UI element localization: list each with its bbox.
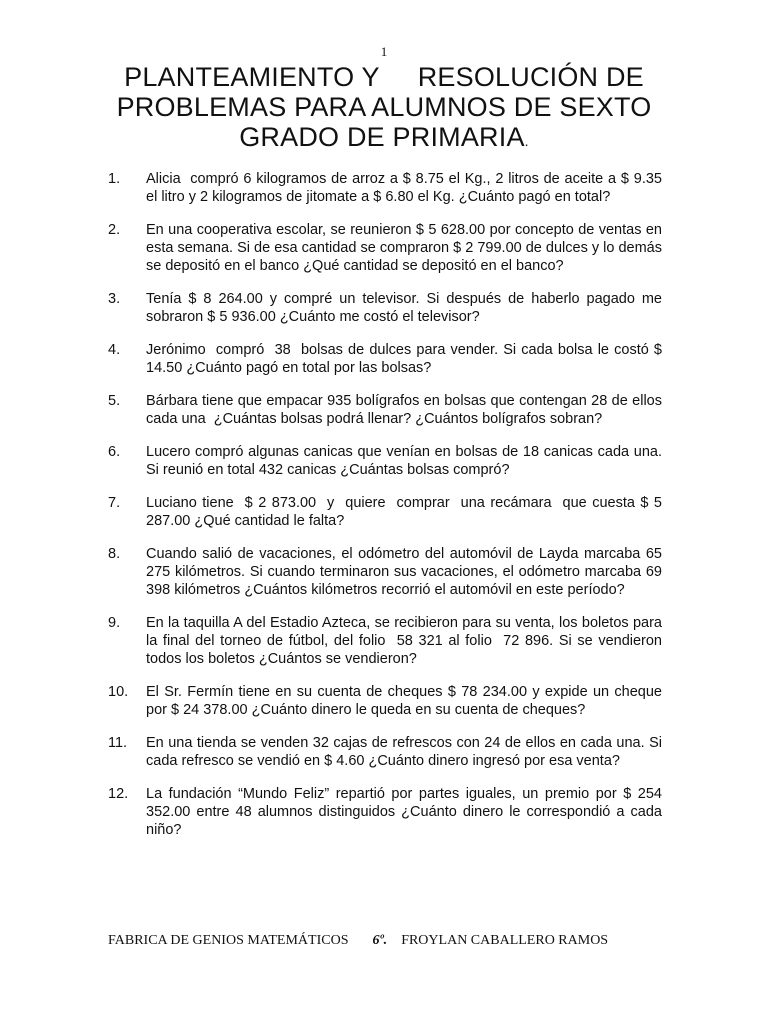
footer-series-name: FABRICA DE GENIOS MATEMÁTICOS bbox=[108, 933, 349, 948]
problem-number: 9. bbox=[108, 615, 121, 631]
problem-text: Bárbara tiene que empacar 935 bolígrafos en bolsas que contengan 28 de ellos cada una ¿Cuántas bolsas podrá llenar? ¿Cuántos bolígrafos sobran? bbox=[146, 393, 667, 427]
document-title bbox=[90, 62, 678, 156]
problem-number: 12. bbox=[108, 786, 129, 802]
problem-item bbox=[0, 734, 768, 770]
page-number: 1 bbox=[380, 44, 388, 59]
problem-number: 6. bbox=[108, 444, 121, 460]
problem-number: 8. bbox=[108, 546, 121, 562]
problem-text: La fundación “Mundo Feliz” repartió por partes iguales, un premio por $ 254 352.00 entre 48 alumnos distinguidos ¿Cuánto dinero le correspondió a cada niño? bbox=[146, 786, 667, 838]
footer-author: FROYLAN CABALLERO RAMOS bbox=[401, 933, 609, 948]
problem-number: 2. bbox=[108, 222, 121, 238]
title-line-2: PROBLEMAS PARA ALUMNOS DE SEXTO bbox=[116, 92, 652, 122]
problem-text: En una cooperativa escolar, se reunieron $ 5 628.00 por concepto de ventas en esta semana. Si de esa cantidad se compraron $ 2 799.00 de dulces y lo demás se depositó en el banco ¿Qué cantidad se depositó en el banco? bbox=[146, 222, 667, 274]
title-line-1: PLANTEAMIENTO Y RESOLUCIÓN DE bbox=[124, 62, 644, 92]
footer-grade: 6º. bbox=[372, 933, 388, 948]
problem-item bbox=[0, 290, 768, 326]
problem-text: Lucero compró algunas canicas que venían en bolsas de 18 canicas cada una. Si reunió en total 432 canicas ¿Cuántas bolsas compró? bbox=[146, 444, 667, 478]
problem-number: 3. bbox=[108, 291, 121, 307]
problem-number: 5. bbox=[108, 393, 121, 409]
problem-item bbox=[0, 443, 768, 479]
problem-text: Alicia compró 6 kilogramos de arroz a $ 8.75 el Kg., 2 litros de aceite a $ 9.35 el litro y 2 kilogramos de jitomate a $ 6.80 el Kg. ¿Cuánto pagó en total? bbox=[146, 171, 667, 205]
problem-item bbox=[0, 341, 768, 377]
problem-text: En una tienda se venden 32 cajas de refrescos con 24 de ellos en cada una. Si cada refresco se vendió en $ 4.60 ¿Cuánto dinero ingresó por esa venta? bbox=[146, 735, 667, 769]
problem-item bbox=[0, 545, 768, 599]
problem-item bbox=[0, 170, 768, 206]
problem-number: 11. bbox=[108, 735, 128, 751]
title-line-3 bbox=[90, 122, 678, 156]
problem-text: Tenía $ 8 264.00 y compré un televisor. Si después de haberlo pagado me sobraron $ 5 936.00 ¿Cuánto me costó el televisor? bbox=[146, 291, 667, 325]
title-trailing-dot: . bbox=[524, 133, 529, 149]
problem-text: Jerónimo compró 38 bolsas de dulces para vender. Si cada bolsa le costó $ 14.50 ¿Cuánto pagó en total por las bolsas? bbox=[146, 342, 667, 376]
problem-item bbox=[0, 392, 768, 428]
problem-item bbox=[0, 614, 768, 668]
title-line-3-text: GRADO DE PRIMARIA bbox=[239, 122, 525, 152]
problem-number: 1. bbox=[108, 171, 121, 187]
problem-list bbox=[0, 170, 768, 854]
page-footer bbox=[108, 933, 668, 949]
problem-item bbox=[0, 683, 768, 719]
problem-number: 10. bbox=[108, 684, 129, 700]
problem-number: 7. bbox=[108, 495, 121, 511]
problem-item bbox=[0, 221, 768, 275]
problem-text: Luciano tiene $ 2 873.00 y quiere comprar una recámara que cuesta $ 5 287.00 ¿Qué cantidad le falta? bbox=[146, 495, 667, 529]
problem-text: El Sr. Fermín tiene en su cuenta de cheques $ 78 234.00 y expide un cheque por $ 24 378.00 ¿Cuánto dinero le queda en su cuenta de cheques? bbox=[146, 684, 667, 718]
problem-text: Cuando salió de vacaciones, el odómetro del automóvil de Layda marcaba 65 275 kilómetros. Si cuando terminaron sus vacaciones, el odómetro marcaba 69 398 kilómetros ¿Cuántos kilómetros recorrió el automóvil en este período? bbox=[146, 546, 667, 598]
problem-number: 4. bbox=[108, 342, 121, 358]
problem-item bbox=[0, 494, 768, 530]
problem-text: En la taquilla A del Estadio Azteca, se recibieron para su venta, los boletos para la final del torneo de fútbol, del folio 58 321 al folio 72 896. Si se vendieron todos los boletos ¿Cuántos se vendieron? bbox=[146, 615, 667, 667]
problem-item bbox=[0, 785, 768, 839]
